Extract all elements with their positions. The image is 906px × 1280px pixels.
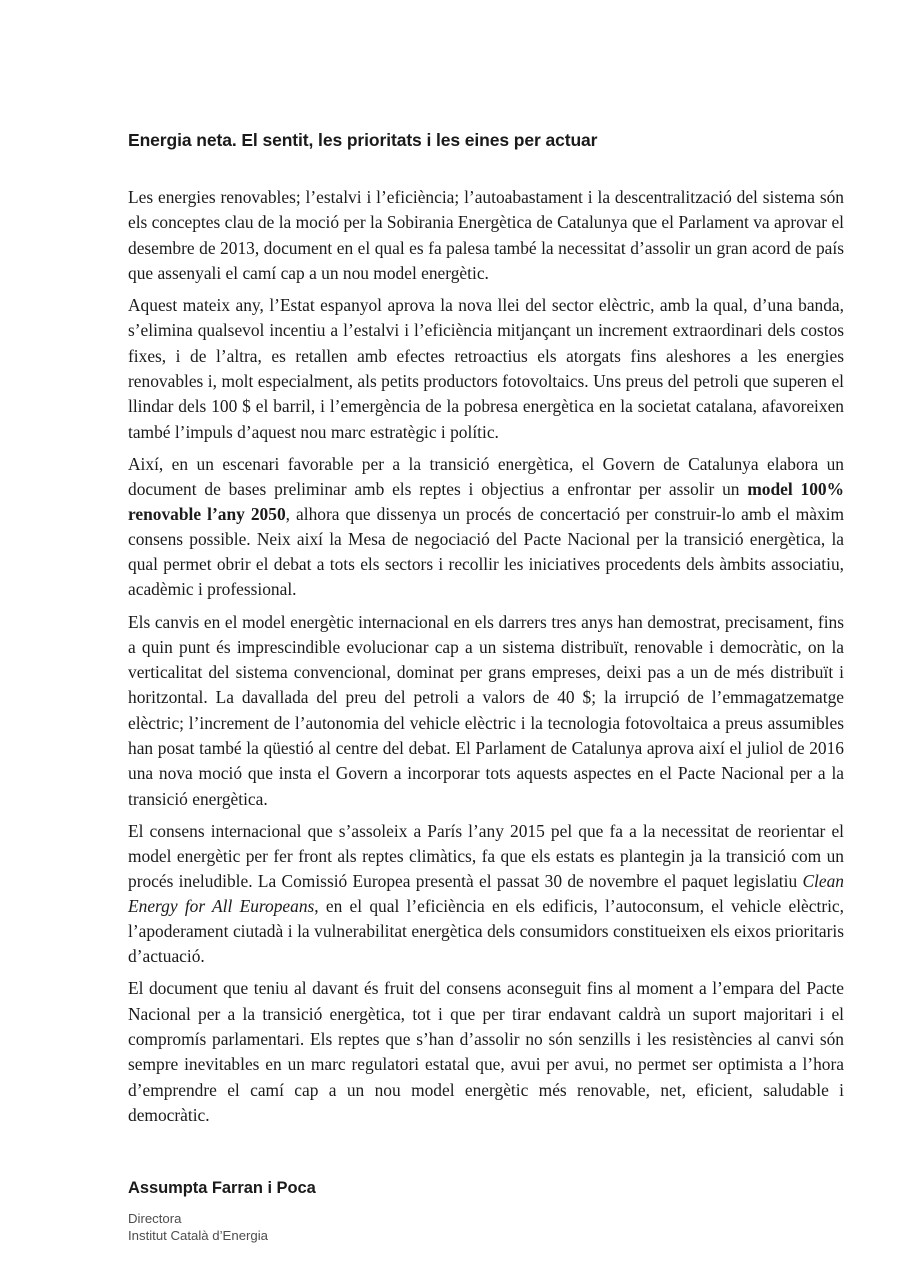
signature-block <box>128 1178 844 1243</box>
paragraph-2: Aquest mateix any, l’Estat espanyol aprova la nova llei del sector elèctric, amb la qual, d’una banda, s’elimina qualsevol incentiu a l’estalvi i l’eficiència mitjançant un increment extraordinari dels costos fixes, i de l’altra, es retallen amb efectes retroactius els atorgats fins aleshores a les energies renovables i, molt especialment, als petits productors fotovoltaics. Uns preus del petroli que superen el llindar dels 100 $ el barril, i l’emergència de la pobresa energètica en la societat catalana, afavoreixen també l’impuls d’aquest nou marc estratègic i polític. <box>128 295 844 442</box>
paragraph-5-lead: El consens internacional que s’assoleix a París l’any 2015 pel que fa a la necessitat de reorientar el model energètic per fer front als reptes climàtics, fa que els estats es plantegin ja la transició com un procés ineludible. La Comissió Europea presentà el passat 30 de novembre el paquet legislatiu <box>128 820 844 892</box>
signature-role: Directora <box>128 1210 182 1226</box>
page-title: Energia neta. El sentit, les prioritats i les eines per actuar <box>128 130 598 150</box>
signature-organization: Institut Català d’Energia <box>128 1227 269 1243</box>
paragraph-4: Els canvis en el model energètic internacional en els darrers tres anys han demostrat, precisament, fins a quin punt és imprescindible evolucionar cap a un sistema distribuït, renovable i democràtic, on la verticalitat del sistema convencional, dominat per grans empreses, deixi pas a un de més distribuït i horitzontal. La davallada del preu del petroli a valors de 40 $; la irrupció de l’emmagatzematge elèctric; l’increment de l’autonomia del vehicle elèctric i la tecnologia fotovoltaica a preus assumibles han posat també la qüestió al centre del debat. El Parlament de Catalunya aprova així el juliol de 2016 una nova moció que insta el Govern a incorporar tots aquests aspectes en el Pacte Nacional per a la transició energètica. <box>128 611 844 809</box>
paragraph-3 <box>128 452 844 603</box>
signature-name: Assumpta Farran i Poca <box>128 1179 316 1198</box>
title-clean-energy-for-all-europeans: Clean Energy for All Europeans <box>128 871 844 917</box>
emphasis-model-2050: model 100% renovable l’any 2050 <box>128 479 845 525</box>
paragraph-1: Les energies renovables; l’estalvi i l’eficiència; l’autoabastament i la descentralització del sistema són els conceptes clau de la moció per la Sobirania Energètica de Catalunya que el Parlament va aprovar el desembre de 2013, document en el qual es fa palesa també la necessitat d’assolir un gran acord de país que assenyali el camí cap a un nou model energètic. <box>128 187 844 283</box>
paragraph-3-tail: , alhora que dissenya un procés de concertació per construir-lo amb el màxim consens possible. Neix així la Mesa de negociació del Pacte Nacional per la transició energètica, la qual permet obrir el debat a tots els sectors i recollir les iniciatives procedents dels àmbits associatiu, acadèmic i professional. <box>128 504 845 600</box>
document-content <box>128 0 844 1244</box>
paragraph-5 <box>128 819 844 970</box>
paragraph-3-lead: Així, en un escenari favorable per a la transició energètica, el Govern de Catalunya elabora un document de bases preliminar amb els reptes i objectius a enfrontar per assolir un <box>128 453 844 500</box>
paragraph-5-tail: , en el qual l’eficiència en els edificis, l’autoconsum, el vehicle elèctric, l’apoderament ciutadà i la vulnerabilitat energètica dels consumidors constitueixen els eixos prioritaris d’actuació. <box>128 896 845 967</box>
paragraph-6: El document que teniu al davant és fruit del consens aconseguit fins al moment a l’empara del Pacte Nacional per a la transició energètica, tot i que per tirar endavant caldrà un suport majoritari i el compromís parlamentari. Els reptes que s’han d’assolir no són senzills i les resistències al canvi són sempre inevitables en un marc regulatori estatal que, avui per avui, no permet ser optimista a l’hora d’emprendre el camí cap a un nou model energètic més renovable, net, eficient, saludable i democràtic. <box>128 978 844 1125</box>
